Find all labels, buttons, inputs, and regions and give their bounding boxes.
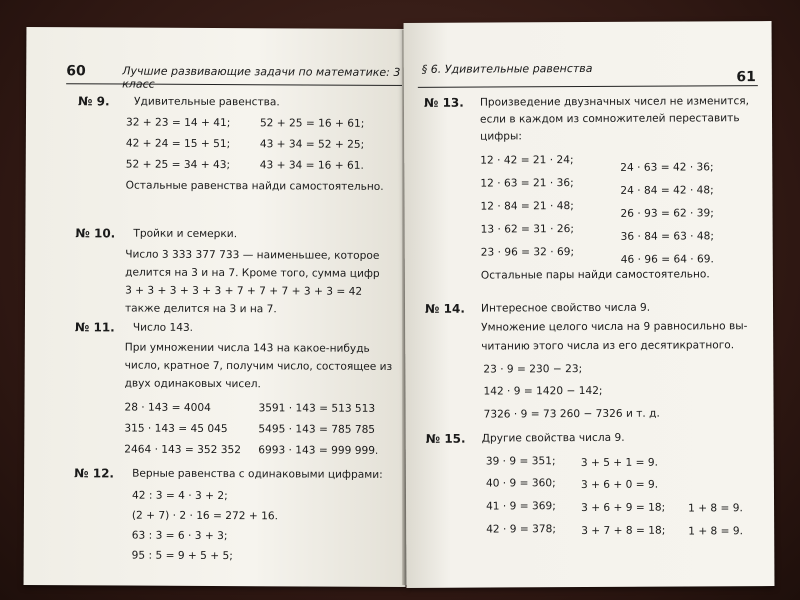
equation: 52 + 25 = 34 + 43; [125,158,231,172]
equation: 12 · 63 = 21 · 36; [480,177,574,190]
problem-number: № 11. [74,320,115,335]
problem-title: Число 143. [132,321,194,334]
problem-title: Другие свойства числа 9. [481,431,625,445]
text-line: При умножении числа 143 на какое-нибудь [124,341,370,355]
equation: 3 + 7 + 8 = 18; [581,524,666,538]
text-line: двух одинаковых чисел. [124,377,261,391]
equation: 52 + 25 = 16 + 61; [259,117,365,130]
problem-number: № 10. [75,226,116,241]
problem-title: Тройки и семерки. [133,227,238,241]
text-line: Умножение целого числа на 9 равносильно вы- [481,320,748,334]
equation: 142 · 9 = 1420 − 142; [483,384,603,398]
problem-15 [425,427,761,538]
equation: 43 + 34 = 16 + 61. [259,159,364,172]
equation: 3591 · 143 = 513 513 [258,402,376,415]
right-page [404,21,775,588]
problem-note: Остальные пары найди самостоятельно. [480,268,710,282]
text-line: Число 3 333 377 733 — наименьшее, которое [125,248,380,262]
equation: 43 + 34 = 52 + 25; [259,138,365,151]
problem-number: № 13. [423,95,464,110]
equation: 24 · 63 = 42 · 36; [620,161,714,174]
equation: 5495 · 143 = 785 785 [258,423,376,436]
right-page-header [418,63,758,88]
equation: 3 + 5 + 1 = 9. [580,456,659,470]
problem-note: Остальные равенства найди самостоятельно. [125,179,384,193]
equation: 41 · 9 = 369; [486,500,556,513]
equation: 42 : 3 = 4 · 3 + 2; [131,489,228,503]
equation: 12 · 84 = 21 · 48; [480,200,574,213]
equation: 28 · 143 = 4004 [124,401,211,414]
equation: (2 + 7) · 2 · 16 = 272 + 16. [131,509,279,523]
equation: 39 · 9 = 351; [485,455,556,468]
problem-number: № 15. [425,431,466,446]
right-page-content [424,91,762,573]
page-number: 60 [66,63,86,80]
problem-14 [424,297,760,421]
equation: 3 + 6 + 9 = 18; [581,501,666,515]
equation: 42 · 9 = 378; [486,523,556,536]
text-line: делится на 3 и на 7. Кроме того, сумма цифр [125,266,380,280]
text-line: 3 + 3 + 3 + 3 + 3 + 7 + 7 + 7 + 3 + 3 = 42 [125,284,363,298]
equation: 26 · 93 = 62 · 39; [620,207,714,220]
equation: 36 · 84 = 63 · 48; [620,230,714,243]
equation: 6993 · 143 = 999 999. [258,444,379,457]
left-page [24,27,409,587]
equation: 32 + 23 = 14 + 41; [125,116,231,130]
equation: 40 · 9 = 360; [485,477,556,490]
left-page-header [66,61,418,91]
equation: 1 + 8 = 9. [688,502,743,515]
equation: 12 · 42 = 21 · 24; [480,154,574,167]
page-number: 61 [736,69,756,86]
problem-number: № 14. [424,301,465,316]
equation: 315 · 143 = 45 045 [124,422,228,436]
equation: 46 · 96 = 64 · 69. [620,253,714,266]
text-line: Произведение двузначных чисел не изменится, [479,95,750,109]
problem-12 [74,463,409,563]
equation: 3 + 6 + 0 = 9. [580,478,659,492]
text-line: также делится на 3 и на 7. [124,302,277,316]
running-title: § 6. Удивительные равенства [421,61,593,76]
problem-13 [423,91,759,282]
equation: 13 · 62 = 31 · 26; [480,223,574,236]
equation: 63 : 3 = 6 · 3 + 3; [131,529,228,543]
text-line: число, кратное 7, получим число, состоящее из [124,359,393,373]
text-line: цифры: [480,130,522,143]
problem-number: № 9. [78,94,110,109]
equation: 95 : 5 = 9 + 5 + 5; [131,549,233,563]
equation: 23 · 96 = 32 · 69; [480,246,575,259]
problem-title: Интересное свойство числа 9. [480,301,651,315]
equation: 1 + 8 = 9. [688,525,744,538]
equation: 23 · 9 = 230 − 23; [483,363,583,376]
equation: 24 · 84 = 42 · 48; [620,184,714,197]
equation: 42 + 24 = 15 + 51; [125,137,231,151]
problem-title: Удивительные равенства. [134,95,280,109]
left-page-content [76,91,414,573]
problem-number: № 12. [74,466,115,481]
equation: 2464 · 143 = 352 352 [124,443,241,457]
text-line: читанию этого числа из его десятикратного. [481,339,735,353]
text-line: если в каждом из сомножителей переставить [479,112,740,126]
running-title: Лучшие развивающие задачи по математике: 3 класс [122,64,401,91]
problem-10 [75,223,410,316]
equation: 7326 · 9 = 73 260 − 7326 и т. д. [483,407,660,421]
problem-title: Верные равенства с одинаковыми цифрами: [132,467,383,481]
